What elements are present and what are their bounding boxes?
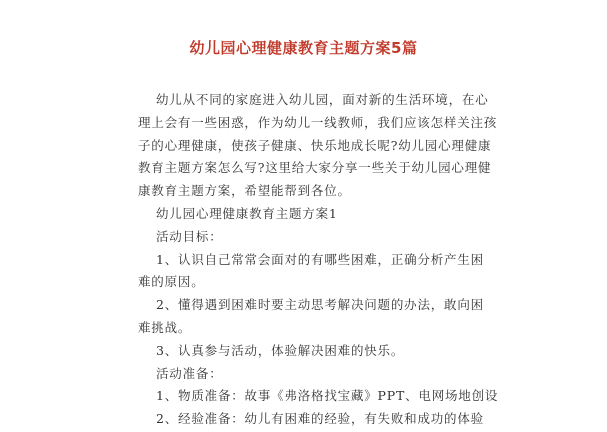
intro-line-2: 理上会有一些困惑，作为幼儿一线教师，我们应该怎样关注孩 bbox=[138, 115, 498, 130]
intro-line-4: 教育主题方案怎么写?这里给大家分享一些关于幼儿园心理健 bbox=[138, 160, 492, 175]
section-heading: 幼儿园心理健康教育主题方案1 bbox=[156, 206, 338, 221]
intro-line-3: 子的心理健康，使孩子健康、快乐地成长呢?幼儿园心理健康 bbox=[138, 138, 492, 153]
goal-1-line-1: 1、认识自己常常会面对的有哪些困难，正确分析产生困 bbox=[156, 252, 484, 267]
prep-label: 活动准备： bbox=[156, 366, 223, 381]
goal-2-line-1: 2、懂得遇到困难时要主动思考解决问题的办法，敢向困 bbox=[156, 297, 484, 312]
goal-2-line-2: 难挑战。 bbox=[138, 320, 192, 335]
goal-1-line-2: 难的原因。 bbox=[138, 274, 205, 289]
intro-line-5: 康教育主题方案，希望能帮到各位。 bbox=[138, 183, 351, 198]
goal-3: 3、认真参与活动，体验解决困难的快乐。 bbox=[156, 343, 405, 358]
intro-line-1: 幼儿从不同的家庭进入幼儿园，面对新的生活环境，在心 bbox=[156, 92, 489, 107]
goals-label: 活动目标： bbox=[156, 229, 223, 244]
prep-item-1: 1、物质准备：故事《弗洛格找宝藏》PPT、电网场地创设 bbox=[156, 388, 499, 403]
prep-item-2: 2、经验准备：幼儿有困难的经验，有失败和成功的体验 bbox=[156, 411, 484, 426]
document-title: 幼儿园心理健康教育主题方案5篇 bbox=[189, 39, 418, 57]
